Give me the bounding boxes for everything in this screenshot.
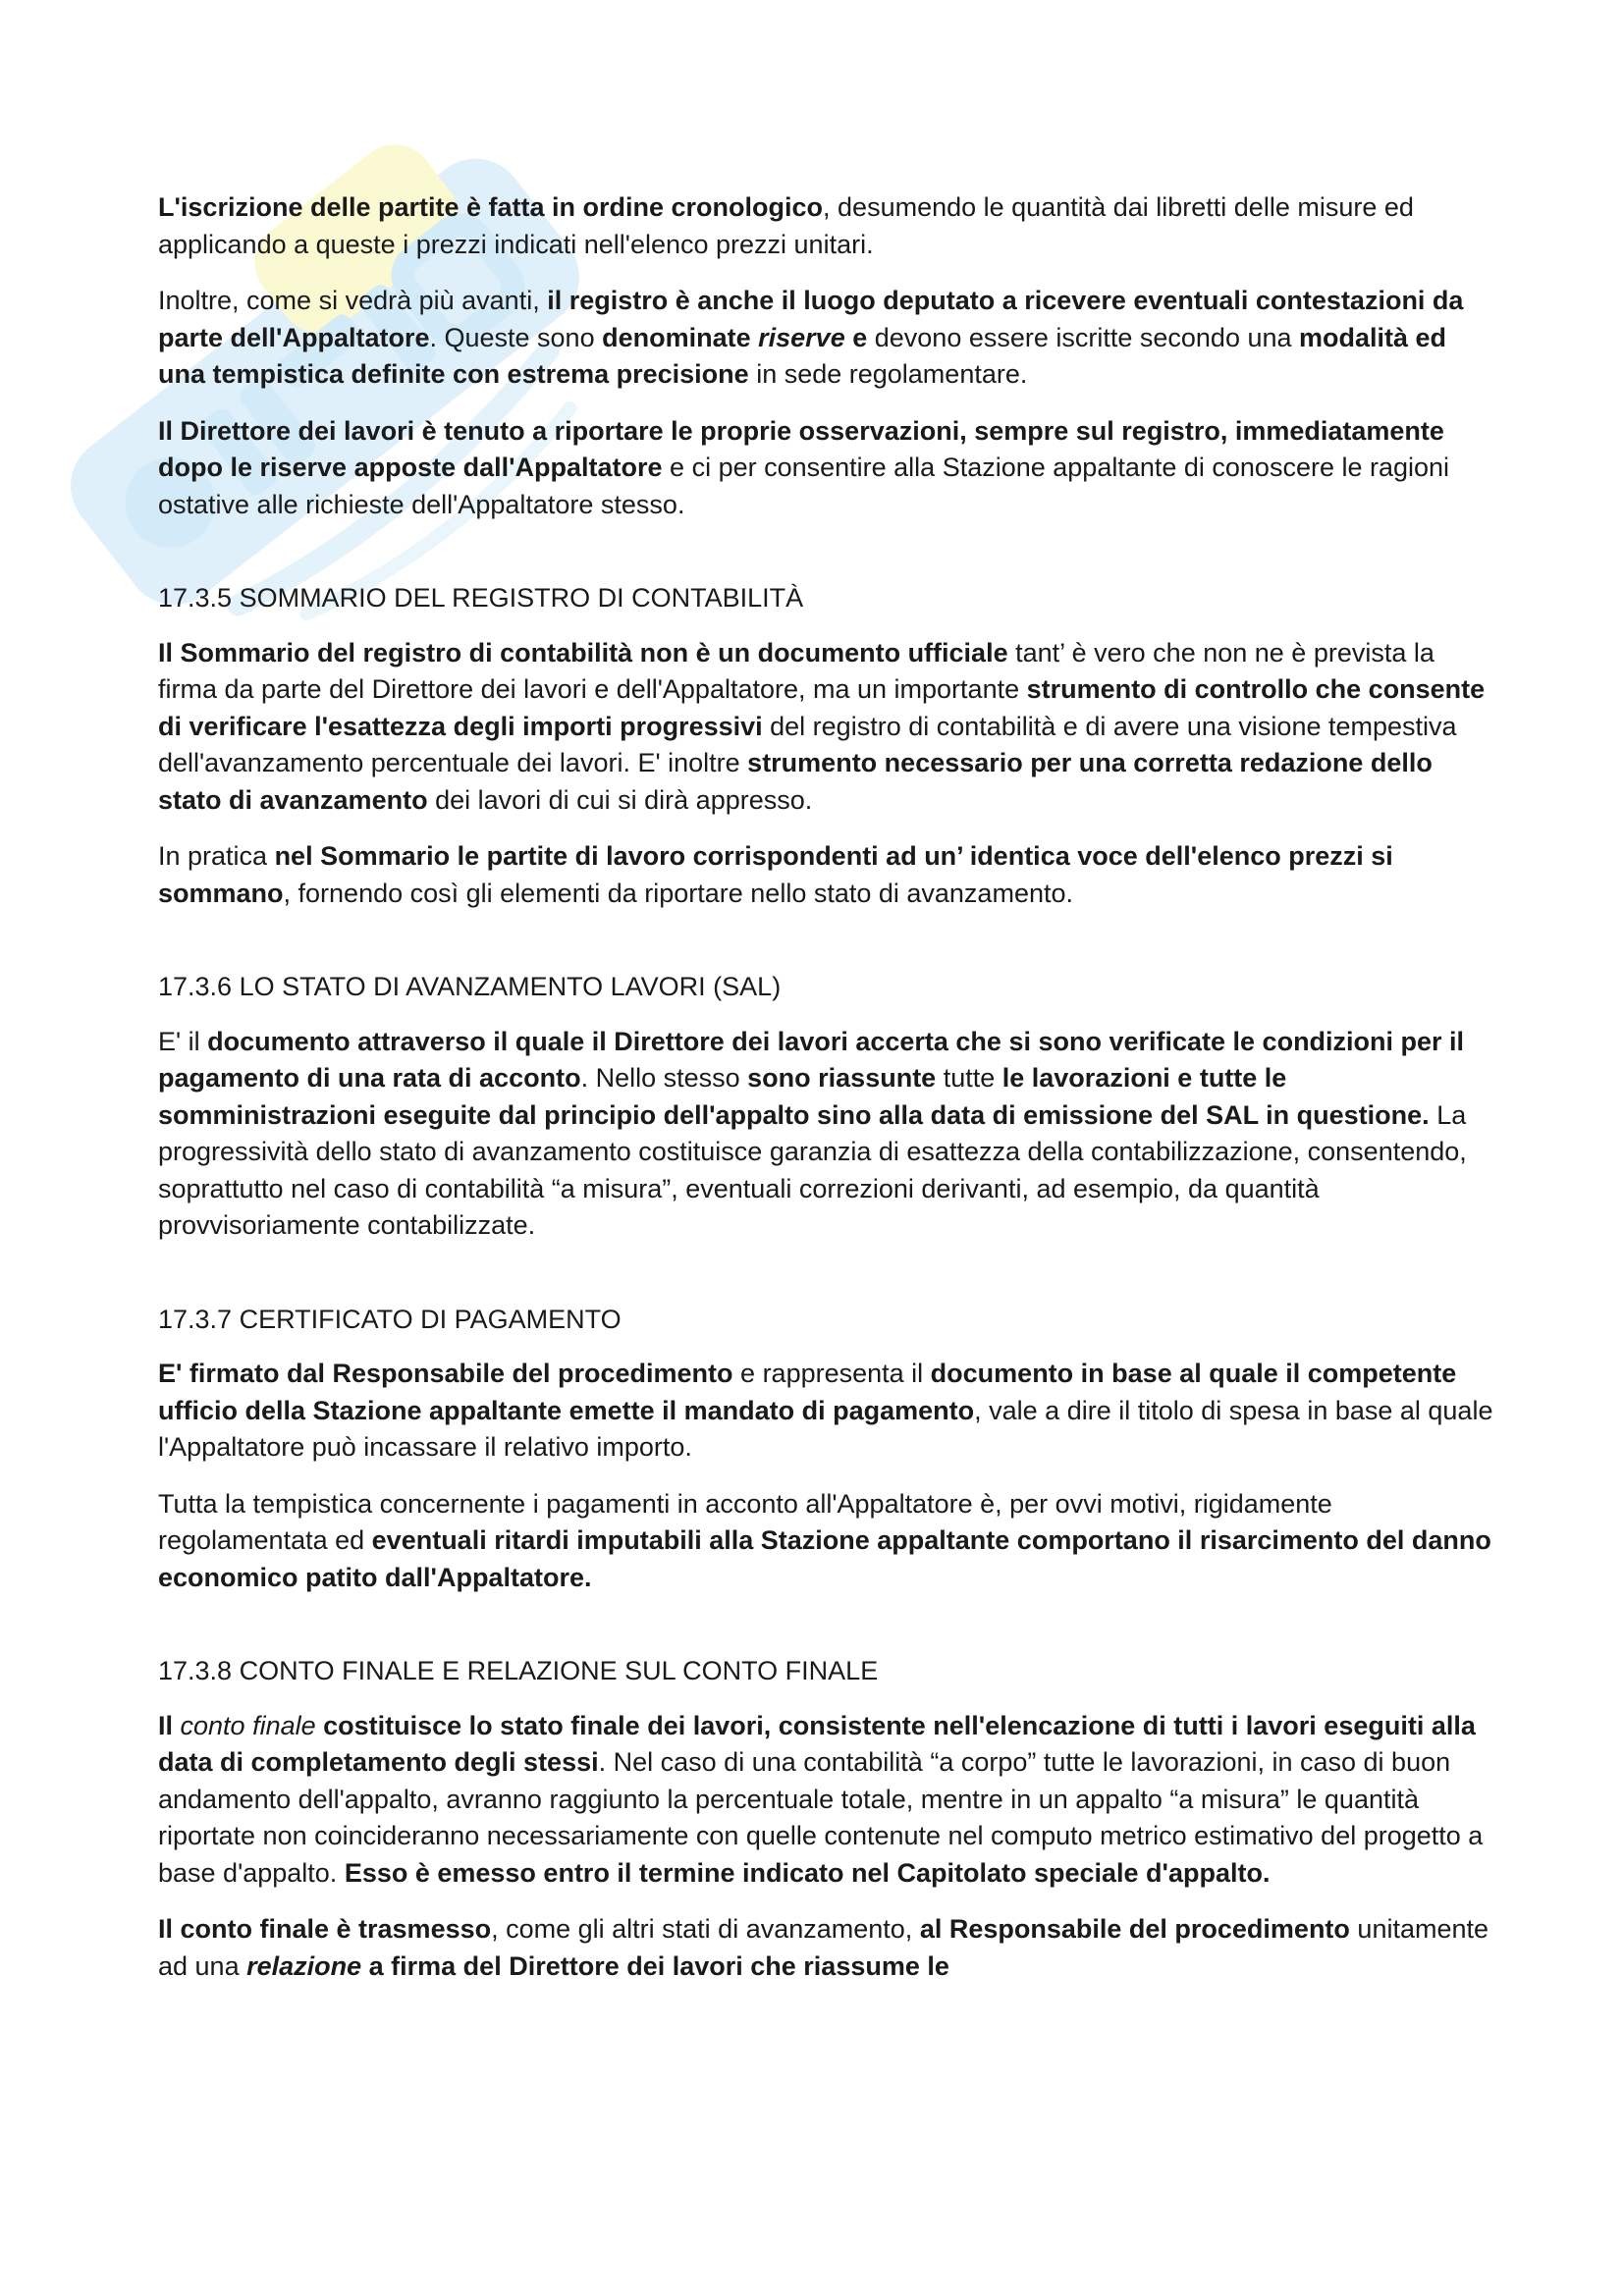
text-run: le lavorazioni e tutte le somministrazioni eseguite dal principio dell'appalto sino alla data di emissione del SAL in questione.: [158, 1063, 1430, 1130]
text-run: . Nello stesso: [580, 1063, 748, 1093]
para-partite: [158, 189, 1493, 263]
text-run: documento in base al quale il competente ufficio della Stazione appaltante emette il mandato di pagamento: [158, 1359, 1457, 1425]
text-run: Il Sommario del registro di contabilità non è un documento ufficiale: [158, 637, 1008, 667]
text-run: modalità ed una tempistica definite con estrema precisione: [158, 322, 1447, 389]
text-run: a firma del Direttore dei lavori che riassume le: [361, 1950, 949, 1981]
text-run: strumento di controllo che consente di verificare l'esattezza degli importi progressivi: [158, 674, 1486, 741]
text-run: L'iscrizione delle partite è fatta in ordine cronologico: [158, 192, 824, 222]
text-run: strumento necessario per una corretta redazione dello stato di avanzamento: [158, 748, 1433, 815]
para-conto-finale: [158, 1708, 1493, 1893]
text-run: e ci per consentire alla Stazione appaltante di conoscere le ragioni ostative alle richieste dell'Appaltatore stesso.: [158, 453, 1450, 519]
text-run: . Queste sono: [429, 322, 603, 352]
text-run: e: [844, 322, 868, 352]
text-run: Il conto finale è trasmesso: [158, 1914, 492, 1944]
text-run: , vale a dire il titolo di spesa in base al quale l'Appaltatore può incassare il relativo importo.: [158, 1395, 1493, 1462]
text-run: Inoltre, come si vedrà più avanti,: [158, 286, 548, 315]
text-run: al Responsabile del procedimento: [919, 1914, 1350, 1944]
text-run: , fornendo così gli elementi da riportare nello stato di avanzamento.: [283, 878, 1073, 908]
text-run: , come gli altri stati di avanzamento,: [491, 1914, 920, 1944]
para-sommario: [158, 635, 1493, 820]
text-run: La progressività dello stato di avanzamento costituisce garanzia di esattezza della contabilizzazione, consentendo, soprattutto nel caso di contabilità “a misura”, eventuali correzioni derivanti, ad esempio, da quantità provvisoriamente contabilizzate.: [158, 1099, 1467, 1240]
text-run: in sede regolamentare.: [748, 359, 1028, 389]
heading-17-3-7: 17.3.7 CERTIFICATO DI PAGAMENTO: [158, 1304, 622, 1334]
text-run: del registro di contabilità e di avere una visione tempestiva dell'avanzamento percentuale dei lavori. E' inoltre: [158, 711, 1457, 777]
text-run: unitamente ad una: [158, 1914, 1489, 1981]
para-riserve: [158, 283, 1493, 394]
heading-17-3-8: 17.3.8 CONTO FINALE E RELAZIONE SUL CONTO FINALE: [158, 1656, 879, 1685]
text-run: Tutta la tempistica concernente i pagamenti in acconto all'Appaltatore è, per ovvi motivi, rigidamente regolamentata ed: [158, 1488, 1332, 1555]
heading-17-3-5: 17.3.5 SOMMARIO DEL REGISTRO DI CONTABILITÀ: [158, 583, 804, 613]
text-run: E' il: [158, 1026, 208, 1056]
para-tempistica: [158, 1486, 1493, 1597]
text-run: documento attraverso il quale il Direttore dei lavori accerta che si sono verificate le condizioni per il pagamento di una rata di acconto: [158, 1026, 1465, 1093]
text-run: tutte: [936, 1063, 1002, 1093]
para-sal: [158, 1024, 1493, 1245]
text-run: . Nel caso di una contabilità “a corpo” tutte le lavorazioni, in caso di buon andamento dell'appalto, avranno raggiunto la percentuale totale, mentre in un appalto “a misura” le quantità riportate non coincideranno necessariamente con quelle contenute nel computo metrico estimativo del progetto a base d'appalto.: [158, 1747, 1484, 1888]
text-run: conto finale: [180, 1710, 316, 1740]
text-run: eventuali ritardi imputabili alla Stazione appaltante comportano il risarcimento del danno economico patito dall'Appaltatore.: [158, 1525, 1491, 1592]
text-run: devono essere iscritte secondo una: [867, 322, 1300, 352]
text-run: dei lavori di cui si dirà appresso.: [427, 784, 813, 815]
text-run: Il Direttore dei lavori è tenuto a riportare le proprie osservazioni, sempre sul registro, immediatamente dopo le riserve apposte dall'Appaltatore: [158, 415, 1444, 482]
text-run: , desumendo le quantità dai libretti delle misure ed applicando a queste i prezzi indicati nell'elenco prezzi unitari.: [158, 192, 1414, 259]
text-run: Esso è emesso entro il termine indicato nel Capitolato speciale d'appalto.: [344, 1857, 1271, 1888]
text-run: costituisce lo stato finale dei lavori, consistente nell'elencazione di tutti i lavori eseguiti alla data di completamento degli stessi: [158, 1710, 1476, 1777]
text-run: Il: [158, 1710, 181, 1740]
text-run: E' firmato dal Responsabile del procedimento: [158, 1359, 733, 1388]
text-run: riserve: [758, 322, 845, 352]
text-run: tant’ è vero che non ne è prevista la firma da parte del Direttore dei lavori e dell'Appaltatore, ma un importante: [158, 637, 1434, 704]
text-run: In pratica: [158, 841, 275, 871]
para-trasmesso: [158, 1911, 1493, 1985]
text-run: denominate: [602, 322, 759, 352]
para-pratica: [158, 838, 1493, 912]
text-run: sono riassunte: [747, 1063, 937, 1093]
text-run: relazione: [246, 1950, 362, 1981]
para-direttore: [158, 413, 1493, 524]
text-run: il registro è anche il luogo deputato a ricevere eventuali contestazioni da parte dell'Appaltatore: [158, 286, 1464, 352]
text-run: e rappresenta il: [732, 1359, 931, 1388]
text-run: nel Sommario le partite di lavoro corrispondenti ad un’ identica voce dell'elenco prezzi si sommano: [158, 841, 1393, 908]
heading-17-3-6: 17.3.6 LO STATO DI AVANZAMENTO LAVORI (SAL): [158, 972, 782, 1001]
para-certificato: [158, 1356, 1493, 1467]
document-body: [158, 189, 1493, 2004]
